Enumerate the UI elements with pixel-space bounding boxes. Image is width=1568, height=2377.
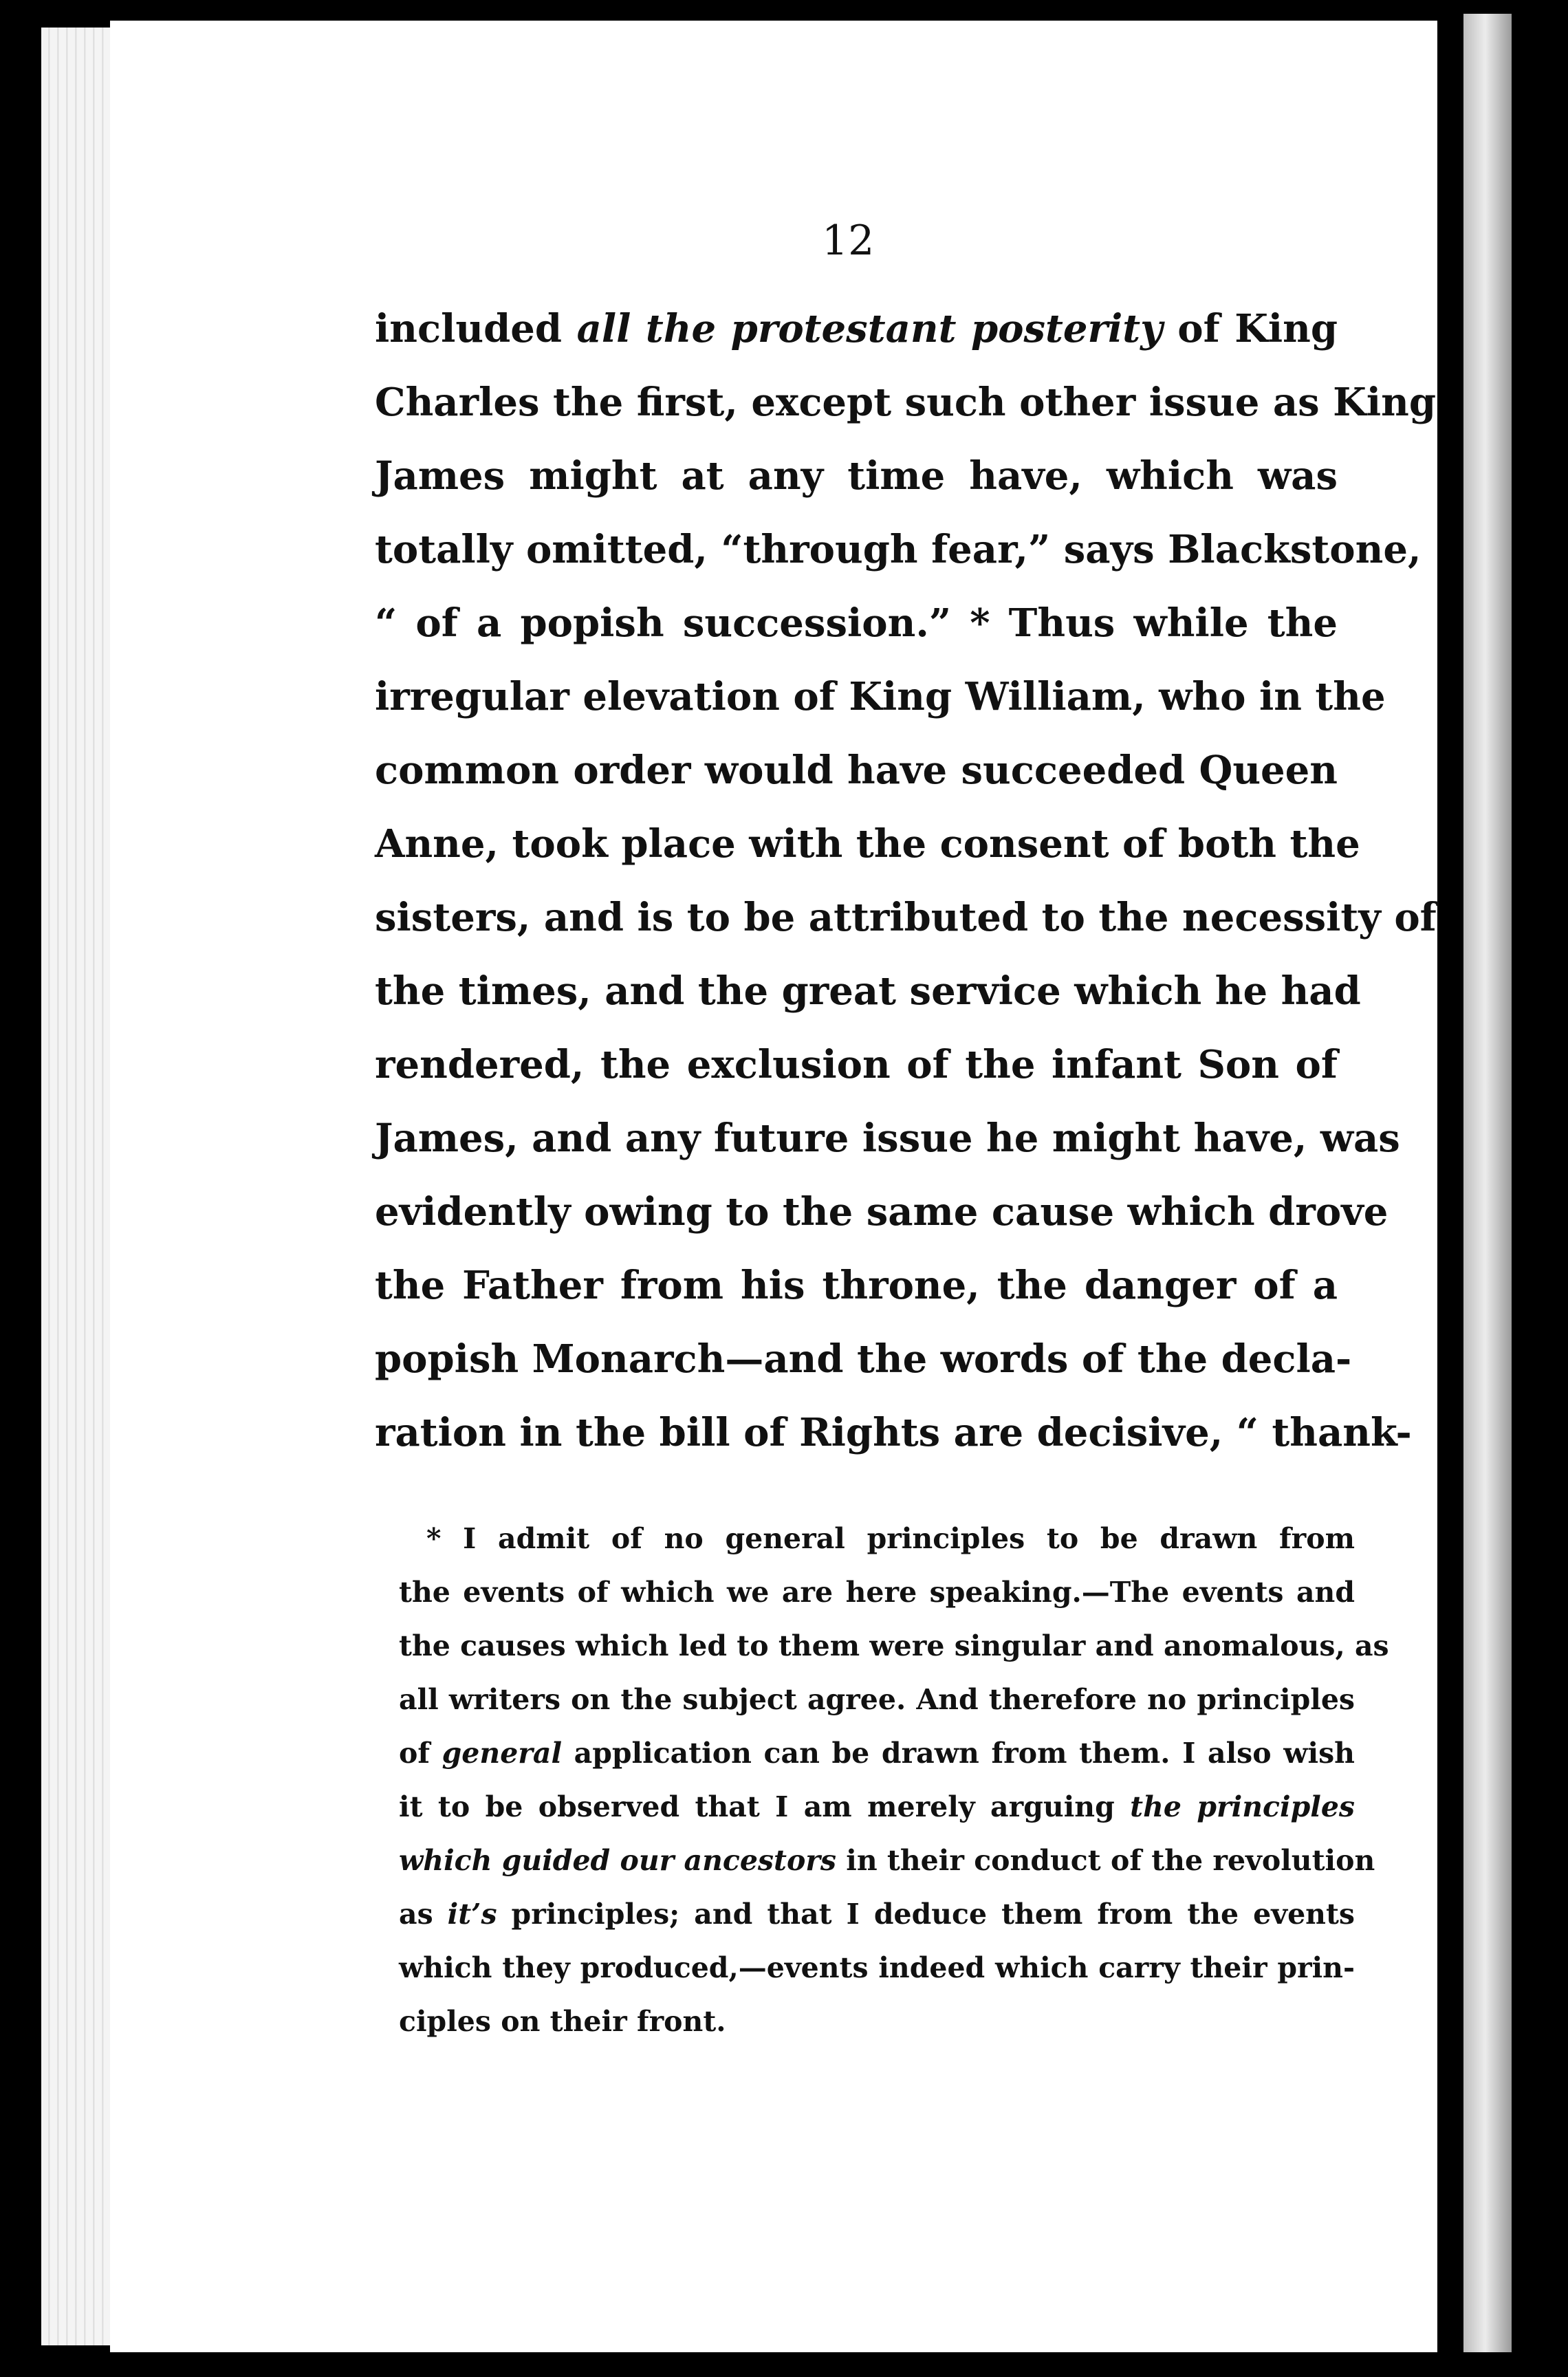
body-text-line: included all the protestant posterity of King	[375, 306, 1338, 351]
footnote-line: the causes which led to them were singular and anomalous, as	[399, 1629, 1389, 1662]
italic-emphasis: it’s	[447, 1898, 497, 1931]
body-text-line: common order would have succeeded Queen	[375, 748, 1338, 793]
body-text-line: the Father from his throne, the danger of a	[375, 1263, 1338, 1308]
body-text-line: Charles the first, except such other issue as King	[375, 380, 1436, 425]
footnote-line: the events of which we are here speaking.—The events and	[399, 1576, 1355, 1609]
footnote-line: all writers on the subject agree. And therefore no principles	[399, 1683, 1355, 1716]
italic-emphasis: which guided our ancestors	[399, 1844, 836, 1877]
body-text	[375, 292, 1437, 1470]
footnote-line: of general application can be drawn from them. I also wish	[399, 1737, 1355, 1770]
italic-emphasis: the principles	[1130, 1790, 1355, 1823]
book-binding-edge	[1463, 14, 1512, 2352]
page-number: 12	[822, 217, 875, 265]
body-text-line: totally omitted, “through fear,” says Blackstone,	[375, 527, 1422, 572]
body-text-line: Anne, took place with the consent of both the	[375, 821, 1360, 867]
body-text-line: James might at any time have, which was	[375, 453, 1338, 499]
body-text-line: “ of a popish succession.” * Thus while the	[375, 600, 1338, 646]
italic-emphasis: general	[442, 1737, 563, 1770]
body-text-line: James, and any future issue he might have, was	[375, 1116, 1400, 1161]
body-text-line: popish Monarch—and the words of the decla-	[375, 1336, 1352, 1382]
footnote-line: as it’s principles; and that I deduce them from the events	[399, 1898, 1355, 1931]
book-page-edges	[41, 28, 117, 2345]
body-text-line: ration in the bill of Rights are decisive, “ thank-	[375, 1410, 1412, 1455]
body-text-line: sisters, and is to be attributed to the necessity of	[375, 895, 1437, 940]
italic-emphasis: all the protestant posterity	[576, 306, 1163, 351]
body-text-line: rendered, the exclusion of the infant Son of	[375, 1042, 1338, 1087]
footnote-line: * I admit of no general principles to be drawn from	[426, 1522, 1355, 1555]
footnote-line: which they produced,—events indeed which carry their prin-	[399, 1951, 1355, 1984]
footnote	[399, 1512, 1389, 2048]
body-text-line: evidently owing to the same cause which drove	[375, 1189, 1389, 1235]
footnote-line: which guided our ancestors in their conduct of the revolution	[399, 1844, 1375, 1877]
footnote-line: ciples on their front.	[399, 2005, 726, 2038]
body-text-line: the times, and the great service which he had	[375, 968, 1361, 1014]
footnote-line: it to be observed that I am merely arguing the principles	[399, 1790, 1355, 1823]
body-text-line: irregular elevation of King William, who in the	[375, 674, 1386, 719]
